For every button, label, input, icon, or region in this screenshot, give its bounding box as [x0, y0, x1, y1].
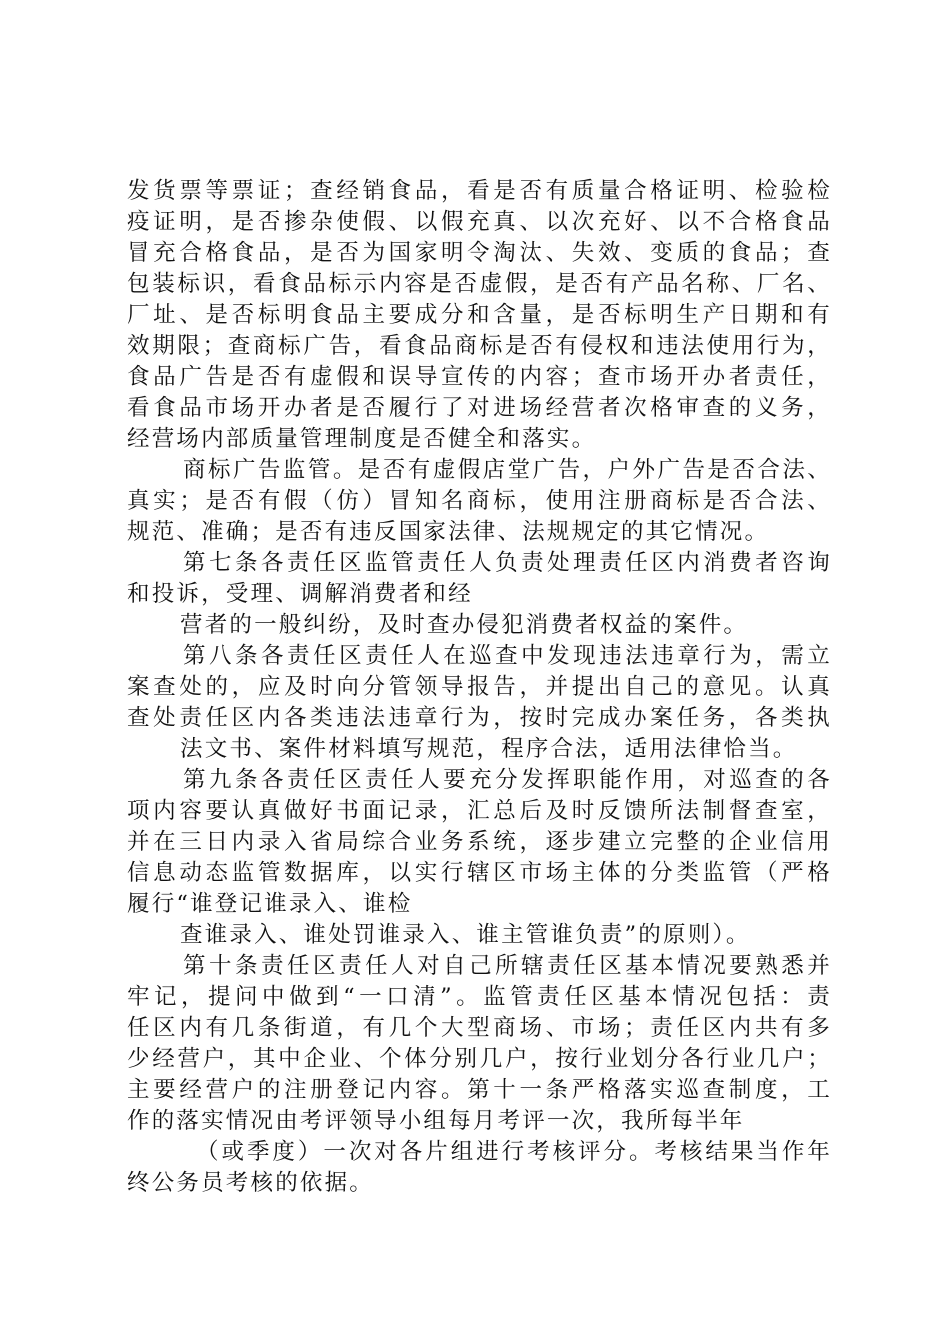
text-line: 厂址、是否标明食品主要成分和含量，是否标明生产日期和有	[127, 302, 832, 328]
text-line: 营者的一般纠纷，及时查办侵犯消费者权益的案件。	[180, 612, 749, 638]
text-line: 终公务员考核的依据。	[127, 1170, 375, 1196]
text-line: 信息动态监管数据库，以实行辖区市场主体的分类监管（严格	[127, 860, 832, 886]
text-line: 商标广告监管。是否有虚假店堂广告，户外广告是否合法、	[183, 457, 832, 483]
text-line: （或季度）一次对各片组进行考核评分。考核结果当作年	[196, 1139, 832, 1165]
text-line: 案查处的，应及时向分管领导报告，并提出自己的意见。认真	[127, 674, 832, 700]
text-line: 真实；是否有假（仿）冒知名商标，使用注册商标是否合法、	[127, 488, 832, 514]
text-line: 第十条责任区责任人对自己所辖责任区基本情况要熟悉并	[183, 953, 832, 979]
text-line: 第八条各责任区责任人在巡查中发现违法违章行为，需立	[183, 643, 832, 669]
text-line: 包装标识，看食品标示内容是否虚假，是否有产品名称、厂名、	[127, 271, 832, 297]
text-line: 主要经营户的注册登记内容。第十一条严格落实巡查制度，工	[127, 1077, 832, 1103]
text-line: 经营场内部质量管理制度是否健全和落实。	[127, 426, 597, 452]
text-line: 并在三日内录入省局综合业务系统，逐步建立完整的企业信用	[127, 829, 832, 855]
text-line: 项内容要认真做好书面记录，汇总后及时反馈所法制督查室，	[127, 798, 832, 824]
text-line: 查处责任区内各类违法违章行为，按时完成办案任务，各类执	[127, 705, 832, 731]
text-line: 疫证明，是否掺杂使假、以假充真、以次充好、以不合格食品	[127, 209, 832, 235]
text-line: 履行“谁登记谁录入、谁检	[127, 891, 413, 917]
text-line: 冒充合格食品，是否为国家明令淘汰、失效、变质的食品；查	[127, 240, 832, 266]
text-line: 和投诉，受理、调解消费者和经	[127, 581, 473, 607]
text-line: 规范、准确；是否有违反国家法律、法规规定的其它情况。	[127, 519, 770, 545]
text-line: 少经营户，其中企业、个体分别几户，按行业划分各行业几户；	[127, 1046, 832, 1072]
text-line: 查谁录入、谁处罚谁录入、谁主管谁负责”的原则）。	[180, 922, 751, 948]
text-line: 作的落实情况由考评领导小组每月考评一次，我所每半年	[127, 1108, 745, 1134]
text-line: 食品广告是否有虚假和误导宣传的内容；查市场开办者责任，	[127, 364, 832, 390]
text-line: 发货票等票证；查经销食品，看是否有质量合格证明、检验检	[127, 178, 832, 204]
text-line: 法文书、案件材料填写规范，程序合法，适用法律恰当。	[180, 736, 798, 762]
text-line: 第七条各责任区监管责任人负责处理责任区内消费者咨询	[183, 550, 832, 576]
text-line: 效期限；查商标广告，看食品商标是否有侵权和违法使用行为，	[127, 333, 832, 359]
text-line: 牢记，提问中做到“一口清”。监管责任区基本情况包括：责	[127, 984, 832, 1010]
text-line: 看食品市场开办者是否履行了对进场经营者次格审查的义务，	[127, 395, 832, 421]
text-line: 第九条各责任区责任人要充分发挥职能作用，对巡查的各	[183, 767, 832, 793]
text-line: 任区内有几条街道，有几个大型商场、市场；责任区内共有多	[127, 1015, 832, 1041]
